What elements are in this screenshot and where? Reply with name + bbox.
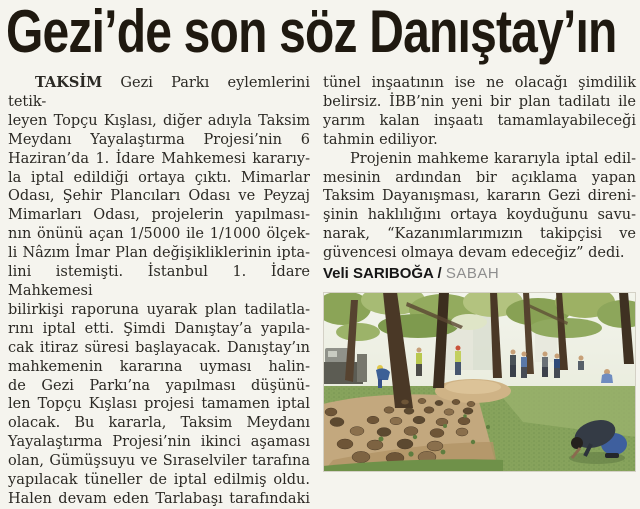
byline-source: SABAH <box>445 265 500 283</box>
article-line: rını iptal etti. Şimdi Danıştay’a yapıla- <box>8 320 310 337</box>
article-line: li Nâzım İmar Plan değişikliklerinin ipta- <box>8 245 310 262</box>
article-column-left <box>8 74 310 509</box>
article-line: Halen devam eden Tarlabaşı tarafındaki <box>8 490 310 507</box>
article-body <box>8 74 636 509</box>
article-line: cak itiraz süresi başlayacak. Danıştay’ın <box>8 339 310 356</box>
article-line: mahkemenin kararına uyması halin- <box>8 358 310 375</box>
worker-far-right-icon <box>578 356 584 371</box>
article-line: şinin haklılığını ortaya koyduğunu savu- <box>323 207 636 224</box>
article-line: leyen Topçu Kışlası, diğer adıyla Taksim <box>8 112 310 129</box>
article-line: Mimarları Odası, projelerin yapılması- <box>8 207 310 224</box>
article-line: tahmin ediliyor. <box>323 131 438 148</box>
article-line: mesinin ardından bir açıklama yapan <box>323 169 636 186</box>
article-line: bilirkişi raporuna uyarak plan tadilatla- <box>8 301 310 318</box>
article-line: Meydanı Yayalaştırma Projesi’nin 6 <box>8 131 310 148</box>
byline-author: Veli SARIBOĞA / <box>323 265 442 283</box>
article-column-right-lines <box>323 74 636 263</box>
article-line: Projenin mahkeme kararıyla iptal edil- <box>350 150 636 167</box>
article-line: olacak. Bu kararla, Taksim Meydanı <box>8 415 310 432</box>
photo-gezi-park <box>323 292 636 472</box>
article-line: len Topçu Kışlası projesi tamamen iptal <box>8 396 310 413</box>
article-line: nın önünü açan 1/5000 ile 1/1000 ölçek- <box>8 226 310 243</box>
article-line: Haziran’da 1. İdare Mahkemesi kararıy- <box>8 150 310 167</box>
article-column-right <box>323 74 636 509</box>
article-line: güvencesi olmaya devam edeceğiz” dedi. <box>323 245 625 262</box>
article-line: olan, Gümüşsuyu ve Sıraselviler tarafına <box>8 453 310 470</box>
article-line: belirsiz. İBB’nin yeni bir plan tadilatı ile <box>323 93 636 110</box>
article-line: lini istemişti. İstanbul 1. İdare Mahkemesi <box>8 264 310 299</box>
article-line: Odası, Şehir Plancıları Odası ve Peyzaj <box>8 188 310 205</box>
article-line: Taksim Dayanışması, kararın Gezi direni- <box>323 188 636 205</box>
lead-word: TAKSİM <box>35 74 103 91</box>
article-line: de Gezi Parkı’na yapılması düşünü- <box>8 377 310 394</box>
article-line: yapılacak tüneller de iptal edilmiş oldu. <box>8 472 310 489</box>
article-line: tünel inşaatının ise ne olacağı şimdilik <box>323 75 636 91</box>
headline: Gezi’de son söz Danıştay’ın <box>6 0 617 65</box>
article-line: TAKSİM Gezi Parkı eylemlerini tetik- <box>8 74 310 110</box>
article-line: Yayalaştırma Projesi’nin ikinci aşaması <box>8 434 310 451</box>
article-line: yarım kalan inşaatı tamamlayabileceği <box>323 112 636 129</box>
byline <box>323 264 636 283</box>
article-line: narak, “Kazanımlarımızın takipçisi ve <box>323 226 636 243</box>
article-line: la iptal edildiği ortaya çıktı. Mimarlar <box>8 169 310 186</box>
